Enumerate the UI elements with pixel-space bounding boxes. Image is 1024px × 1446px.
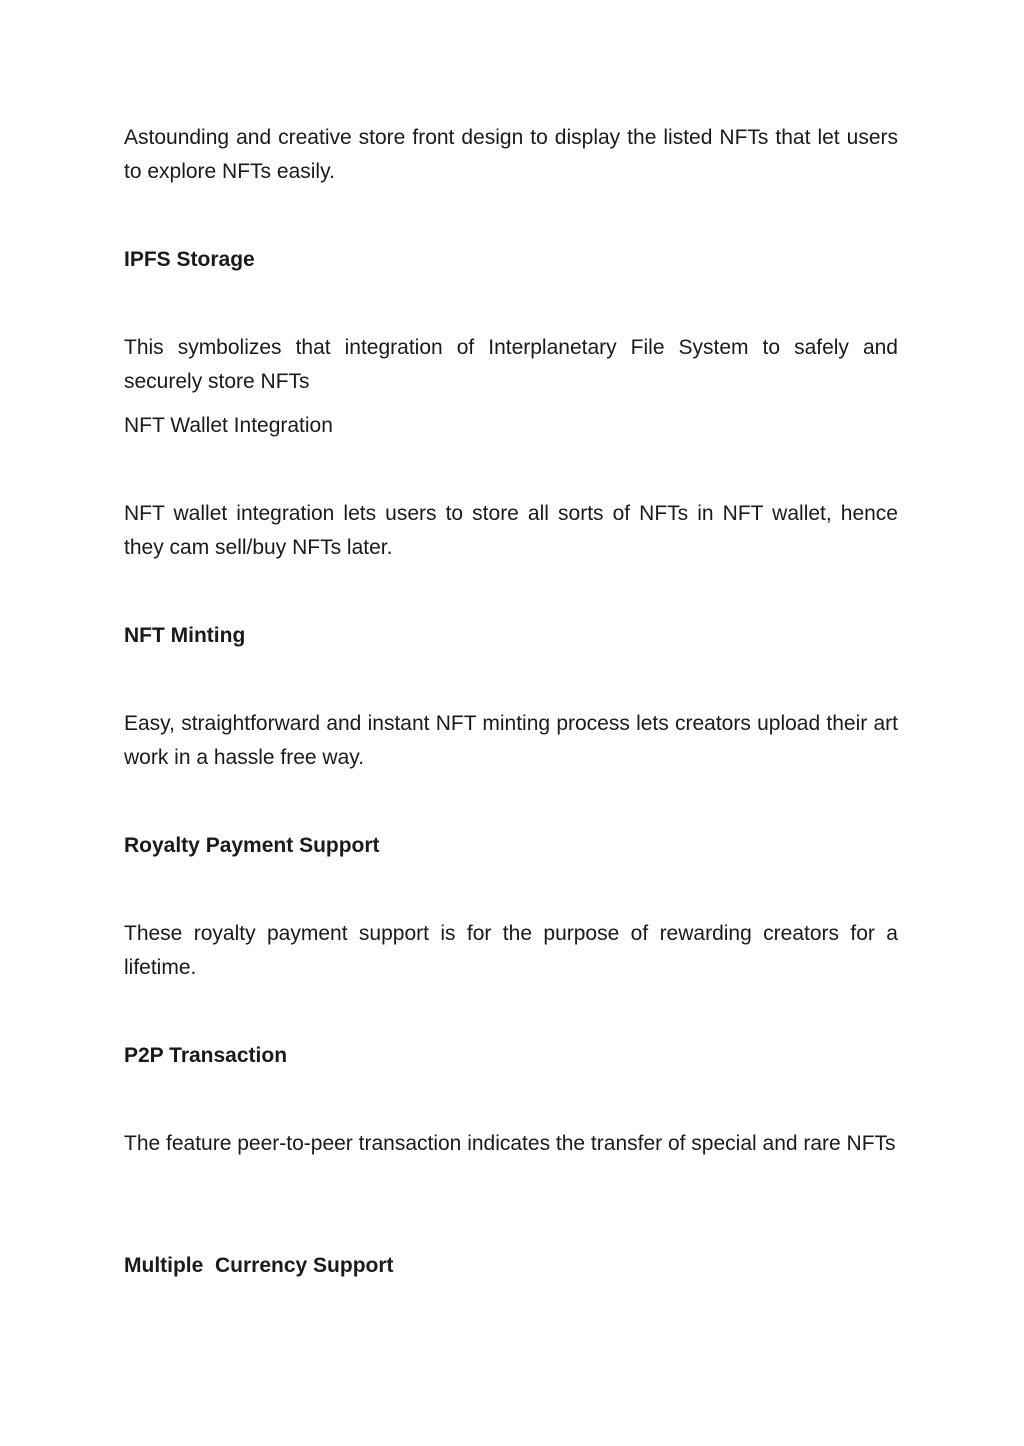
p2p-transaction-heading: P2P Transaction [124,1044,288,1067]
nft-minting-description: Easy, straightforward and instant NFT minting process lets creators upload their art work in a hassle free way. [124,712,898,769]
nft-minting-heading: NFT Minting [124,624,246,647]
ipfs-storage-heading: IPFS Storage [124,248,255,271]
store-front-description: Astounding and creative store front design to display the listed NFTs that let users to explore NFTs easily. [124,126,898,183]
multiple-currency-heading: Multiple Currency Support [124,1254,394,1277]
p2p-transaction-description: The feature peer-to-peer transaction indicates the transfer of special and rare NFTs [124,1132,896,1155]
nft-wallet-integration-description: NFT wallet integration lets users to store all sorts of NFTs in NFT wallet, hence they cam sell/buy NFTs later. [124,502,898,559]
nft-wallet-integration-heading: NFT Wallet Integration [124,414,333,437]
ipfs-storage-description: This symbolizes that integration of Interplanetary File System to safely and securely store NFTs [124,336,898,393]
royalty-payment-description: These royalty payment support is for the purpose of rewarding creators for a lifetime. [124,922,898,979]
royalty-payment-heading: Royalty Payment Support [124,834,380,857]
